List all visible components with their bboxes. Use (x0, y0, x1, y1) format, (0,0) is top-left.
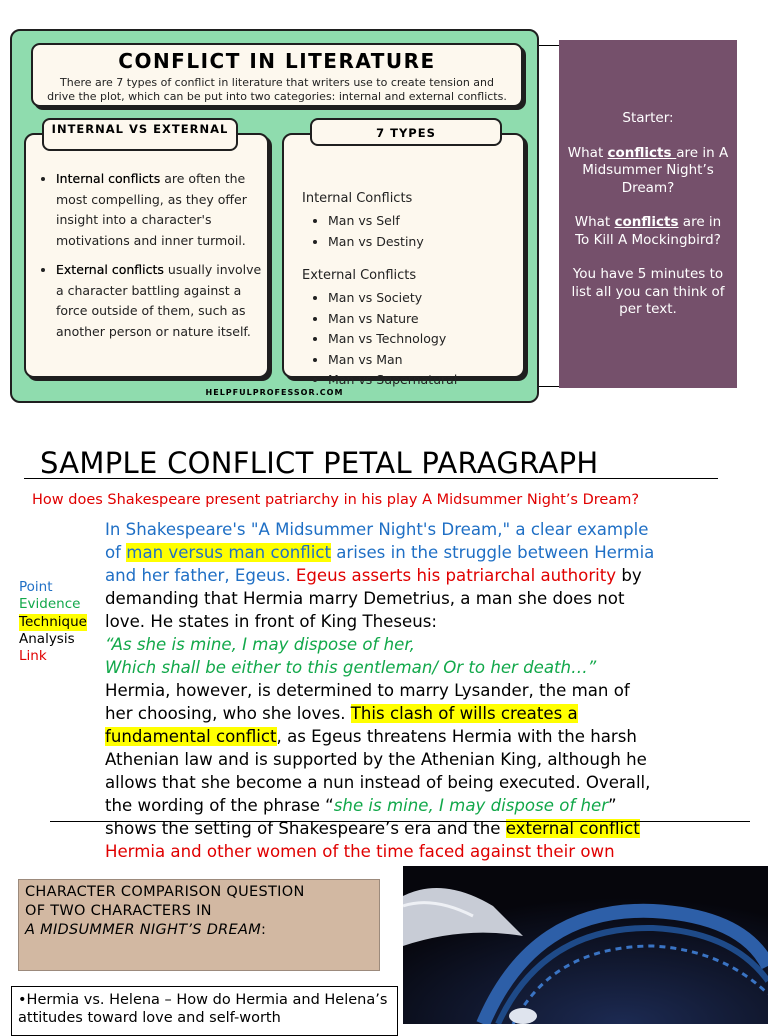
seven-types-tab: 7 TYPES (310, 118, 502, 146)
section-title: SAMPLE CONFLICT PETAL PARAGRAPH (40, 446, 599, 480)
essay-question: How does Shakespeare present patriarchy in his play A Midsummer Night’s Dream? (32, 492, 640, 508)
list-item: • Man vs Self (328, 211, 512, 232)
infographic-footer: HELPFULPROFESSOR.COM (205, 388, 344, 397)
comparison-bullet-box: •Hermia vs. Helena – How do Hermia and Helena’s attitudes toward love and self-worth (11, 986, 398, 1036)
infographic-title: CONFLICT IN LITERATURE (118, 49, 436, 73)
internal-conflicts-label: Internal Conflicts (302, 191, 413, 206)
conflict-infographic (10, 29, 539, 403)
paragraph-line: Hermia and other women of the time faced against their own (105, 842, 615, 861)
legend-technique: Technique (19, 613, 87, 630)
seven-types-panel (282, 133, 525, 387)
list-item: • Man vs Destiny (328, 232, 512, 253)
divider-line (50, 821, 750, 822)
paragraph-line: Athenian law and is supported by the Athenian King, although he (105, 750, 647, 769)
internal-vs-external-panel (24, 133, 269, 378)
starter-question-1: What conflicts are in A Midsummer Night’s Dream? (567, 144, 729, 196)
starter-heading: Starter: (622, 110, 674, 126)
list-item: • Internal conflicts are often the most compelling, as they offer insight into a character's motivations and inner turmoil. (56, 169, 271, 251)
legend-link: Link (19, 648, 47, 665)
starter-box (559, 40, 737, 388)
legend-point: Point (19, 579, 53, 595)
comparison-line: CHARACTER COMPARISON QUESTION (25, 884, 305, 900)
paragraph-line: fundamental conflict, as Egeus threatens Hermia with the harsh (105, 727, 637, 746)
infographic-description: There are 7 types of conflict in literature that writers use to create tension and drive the plot, which can be put into two categories: internal and external conflicts. (47, 76, 507, 103)
paragraph-line: allows that she become a nun instead of being executed. Overall, (105, 773, 651, 792)
sample-paragraph (105, 518, 745, 863)
internal-vs-external-tab: INTERNAL VS EXTERNAL (42, 118, 238, 151)
list-item: • Man vs Society (328, 288, 512, 309)
paragraph-line: love. He states in front of King Theseus: (105, 612, 437, 631)
list-item: • External conflicts usually involve a character battling against a force outside of them, such as another person or nature itself. (56, 260, 271, 342)
paragraph-line: “As she is mine, I may dispose of her, (105, 635, 415, 654)
petal-legend (19, 579, 87, 665)
paragraph-line: of man versus man conflict arises in the struggle between Hermia (105, 543, 655, 562)
stage-photo-illustration (403, 866, 768, 1024)
list-item: • Man vs Supernatural (328, 370, 512, 391)
title-underline (24, 478, 718, 479)
legend-analysis: Analysis (19, 630, 75, 647)
connector-line (539, 386, 559, 387)
stage-photo (403, 866, 768, 1024)
comparison-question-box (18, 879, 380, 971)
paragraph-line: her choosing, who she loves. This clash of wills creates a (105, 704, 578, 723)
comparison-line: A MIDSUMMER NIGHT’S DREAM: (25, 922, 267, 938)
legend-evidence: Evidence (19, 596, 81, 613)
paragraph-line: shows the setting of Shakespeare’s era and the external conflict (105, 819, 640, 838)
list-item: • Man vs Man (328, 350, 512, 371)
paragraph-line: Which shall be either to this gentleman/ Or to her death…” (105, 658, 597, 677)
infographic-header (31, 43, 523, 107)
external-conflicts-label: External Conflicts (302, 268, 417, 283)
paragraph-line: Hermia, however, is determined to marry Lysander, the man of (105, 681, 630, 700)
list-item: • Man vs Nature (328, 309, 512, 330)
paragraph-line: and her father, Egeus. Egeus asserts his patriarchal authority by (105, 566, 642, 585)
paragraph-line: demanding that Hermia marry Demetrius, a man she does not (105, 589, 625, 608)
paragraph-line: the wording of the phrase “she is mine, I may dispose of her” (105, 796, 617, 815)
list-item: • Man vs Technology (328, 329, 512, 350)
connector-line (539, 45, 559, 46)
comparison-line: OF TWO CHARACTERS IN (25, 903, 212, 919)
paragraph-line: In Shakespeare's "A Midsummer Night's Dream," a clear example (105, 520, 649, 539)
starter-instruction: You have 5 minutes to list all you can think of per text. (571, 266, 725, 317)
starter-question-2: What conflicts are in To Kill A Mockingbird? (574, 214, 722, 248)
